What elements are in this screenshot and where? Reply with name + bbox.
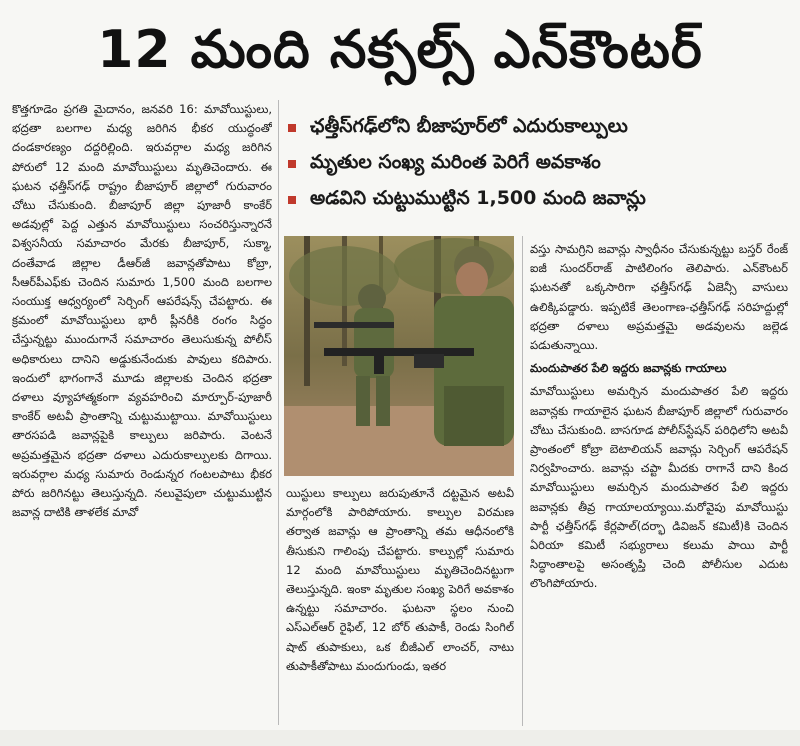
- bullet-text: ఛత్తీస్‌గఢ్‌లోని బీజాపూర్‌లో ఎదురుకాల్పులు: [310, 114, 628, 137]
- news-photo-soldiers: [284, 236, 514, 476]
- article-column-left: [12, 100, 272, 720]
- square-bullet-icon: [288, 124, 296, 132]
- column-divider-left: [278, 100, 279, 725]
- column-divider-right: [522, 236, 523, 726]
- article-paragraph: కొత్తగూడెం ప్రగతి మైదానం, జనవరి 16: మావోయిస్టులు, భద్రతా బలగాల మధ్య జరిగిన భీకర యుద్ధంతో దండకారణ్యం దద్దరిల్లింది. ఇరువర్గాల మధ్య జరిగిన పోరులో 12 మంది మావోయిస్టులు మృతిచెందారు. ఈ ఘటన ఛత్తీస్‌గఢ్ రాష్ట్రం బీజాపూర్ జిల్లాలో గురువారం చోటు చేసుకుంది. బీజాపూర్ జిల్లా పూజారీ కాంకేర్ అడవుల్లో పెద్ద ఎత్తున మావోయిస్టులు సంచరిస్తున్నారనే విశ్వసనీయ సమాచారం మేరకు బీజాపూర్, సుక్మా, దంతేవాడ జిల్లాల డీఆర్‌జీ జవాన్లతోపాటు కోబ్రా, సీఆర్‌పీఎఫ్‌కు చెందిన సుమారు 1,500 మంది బలగాల సంయుక్త ఆధ్వర్యంలో సెర్చింగ్ ఆపరేషన్స్ చేపట్టారు. ఈ క్రమంలో మావోయిస్టులు భారీ ప్లీనరీకి రంగం సిద్ధం చేస్తున్నట్టు ముందుగానే సమాచారం తెలుసుకున్న పోలీస్ అధికారులు దానిని అడ్డుకునేందుకు పావులు కదిపారు. ఇందులో భాగంగానే మూడు జిల్లాలకు చెందిన భద్రతా దళాలు వ్యూహాత్మకంగా వ్యవహరించి మార్పూర్-పూజారీ కాంకేర్ అటవీ ప్రాంతాన్ని చుట్టుముట్టాయి. మావోయిస్టులు తారసపడి జవాన్లపైకి కాల్పులు జరిపారు. వెంటనే అప్రమత్తమైన భద్రతా దళాలు ఎదురుకాల్పులకు దిగాయి. ఇరువర్గాల మధ్య సుమారు రెండున్నర గంటలపాటు భీకర పోరు జరిగినట్టు తెలుస్తున్నది. నలువైపులా చుట్టుముట్టిన జవాన్ల దాటికి తాళలేక మావో: [12, 102, 272, 520]
- bullet-item: [288, 182, 788, 218]
- article-paragraph: మావోయిస్టులు అమర్చిన మందుపాతర పేలి ఇద్దరు జవాన్లకు గాయాలైన ఘటన బీజాపూర్ జిల్లాలో గురువారం చోటు చేసుకుంది. బాసగూడ పోలీస్‌స్టేషన్ పరిధిలోని అటవీ ప్రాంతంలో కోబ్రా బెటాలియన్ జవాన్లు సెర్చింగ్ ఆపరేషన్ నిర్వహించారు. జవాన్లు చప్టా మీదకు రాగానే దాని కింద మావోయిస్టులు అమర్చిన మందుపాతర పేలి ఇద్దరు జవాన్లకు తీవ్ర గాయాలయ్యాయి.మరోవైపు మావోయిస్టు పార్టీ ఛత్తీస్‌గఢ్ కేర్లపాల్(దర్భా డివిజన్ కమిటీ)కి చెందిన ఏరియా కమిటీ సభ్యురాలు కలుమ పాయి పార్టీ సిద్ధాంతాలపై అసంతృప్తి చెంది పోలీసుల ఎదుట లొంగిపోయారు.: [530, 384, 788, 591]
- square-bullet-icon: [288, 160, 296, 168]
- headline: 12 మంది నక్సల్స్ ఎన్‌కౌంటర్: [97, 20, 703, 80]
- highlight-bullets: [288, 110, 788, 218]
- section-subheading: మందుపాతర పేలి ఇద్దరు జవాన్లకు గాయాలు: [530, 361, 727, 376]
- article-column-middle: [286, 484, 514, 720]
- square-bullet-icon: [288, 196, 296, 204]
- bullet-text: మృతుల సంఖ్య మరింత పెరిగే అవకాశం: [310, 150, 601, 173]
- bullet-text: అడవిని చుట్టుముట్టిన 1,500 మంది జవాన్లు: [310, 186, 646, 209]
- soldiers-photo-illustration: [284, 236, 514, 476]
- bullet-item: [288, 146, 788, 182]
- article-paragraph: వస్తు సామగ్రిని జవాన్లు స్వాధీనం చేసుకున్నట్టు బస్తర్ రేంజ్ ఐజీ సుందర్‌రాజ్ పాటిలింగం తెలిపారు. ఎన్‌కౌంటర్ ఘటనతో ఒక్కసారిగా ఛత్తీస్‌గఢ్ ఏజెన్సీ వాసులు ఉలిక్కిపడ్డారు. ఇప్పటికే తెలంగాణ-ఛత్తీస్‌గఢ్ సరిహద్దుల్లో భద్రతా దళాలు అప్రమత్తమై అడవులను జల్లెడ పడుతున్నాయి.: [530, 242, 788, 353]
- bullet-item: [288, 110, 788, 146]
- article-paragraph: యిస్టులు కాల్పులు జరుపుతూనే దట్టమైన అటవీ మార్గంలోకి పారిపోయారు. కాల్పుల విరమణ తర్వాత జవాన్లు ఆ ప్రాంతాన్ని తమ ఆధీనంలోకి తీసుకుని గాలింపు చేపట్టారు. కాల్పుల్లో సుమారు 12 మంది మావోయిస్టులు మృతిచెందినట్టుగా తెలుస్తున్నది. ఇంకా మృతుల సంఖ్య పెరిగే అవకాశం ఉన్నట్టు సమాచారం. ఘటనా స్థలం నుంచి ఎస్‌ఎల్ఆర్ రైఫిల్, 12 బోర్ తుపాకీ, రెండు సింగిల్ షాట్ తుపాకులు, ఒక బీజీఎల్ లాంచర్, నాటు తుపాకీతోపాటు మందుగుండు, ఇతర: [286, 486, 514, 673]
- article-column-right: [530, 240, 788, 720]
- page-bottom-edge: [0, 730, 800, 746]
